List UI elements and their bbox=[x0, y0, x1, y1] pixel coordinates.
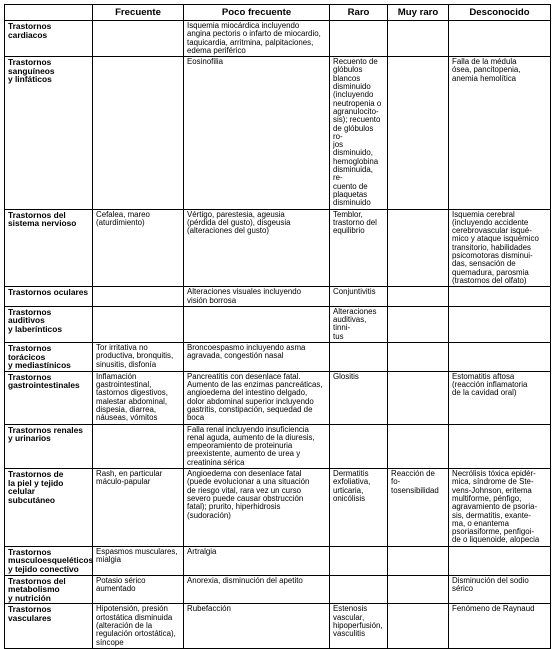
cell-text: Glositis bbox=[333, 371, 359, 381]
row-label bbox=[5, 604, 93, 648]
cell-text: Conjuntivitis bbox=[333, 287, 376, 297]
cell-poco-frecuente bbox=[184, 604, 330, 648]
cell-frecuente bbox=[93, 287, 184, 307]
row-label-text: Trastornos oculares bbox=[8, 287, 89, 298]
table-row bbox=[5, 575, 551, 604]
cell-raro bbox=[330, 575, 388, 604]
cell-muy-raro bbox=[388, 209, 449, 287]
cell-raro bbox=[330, 424, 388, 468]
cell-poco-frecuente bbox=[184, 57, 330, 209]
cell-poco-frecuente bbox=[184, 209, 330, 287]
cell-text: Artralgia bbox=[187, 546, 217, 556]
cell-text: Falla de la médula ósea, pancitopenia, anemia hemolítica bbox=[452, 57, 521, 83]
row-label bbox=[5, 424, 93, 468]
table-row bbox=[5, 546, 551, 575]
row-label-text: Trastornos del sistema nervioso bbox=[8, 209, 77, 229]
table-row bbox=[5, 342, 551, 371]
row-label bbox=[5, 371, 93, 424]
cell-text: Estomatitis aftosa (reacción inflamatoria de la cavidad oral) bbox=[452, 371, 528, 398]
cell-raro bbox=[330, 546, 388, 575]
cell-text: Broncoespasmo incluyendo asma agravada, congestión nasal bbox=[187, 342, 306, 361]
row-label-text: Trastornos cardiacos bbox=[8, 21, 52, 40]
cell-muy-raro bbox=[388, 424, 449, 468]
cell-raro bbox=[330, 57, 388, 209]
cell-text: Dermatitis exfoliativa, urticaria, onicólisis bbox=[333, 469, 371, 503]
cell-raro bbox=[330, 469, 388, 547]
cell-desconocido bbox=[449, 604, 551, 648]
header-cell-poco-frecuente: Poco frecuente bbox=[184, 5, 330, 21]
cell-text: Rash, en particular máculo-papular bbox=[96, 469, 163, 487]
row-label-text: Trastornos renales y urinarios bbox=[8, 424, 83, 444]
cell-text: Alteraciones auditivas, tinni- tus bbox=[333, 306, 377, 341]
cell-text: Angioedema con desenlace fatal (puede evolucionar a una situación de riesgo vital, rara vez un curso severo puede causar obstrucción fatal); prurito, hiperhidrosis (sudoración) bbox=[187, 469, 310, 520]
header-cell-muy-raro: Muy raro bbox=[388, 5, 449, 21]
table-row bbox=[5, 287, 551, 307]
table-body bbox=[5, 21, 551, 649]
cell-desconocido bbox=[449, 306, 551, 342]
header-cell-desconocido: Desconocido bbox=[449, 5, 551, 21]
row-label bbox=[5, 57, 93, 209]
table-row bbox=[5, 306, 551, 342]
cell-frecuente bbox=[93, 57, 184, 209]
cell-text: Reacción de fo- tosensibilidad bbox=[391, 469, 439, 495]
table-row bbox=[5, 209, 551, 287]
table-row bbox=[5, 469, 551, 547]
cell-text: Fenómeno de Raynaud bbox=[452, 604, 535, 614]
cell-text: Isquemia cerebral (incluyendo accidente cerebrovascular isqué- mico y ataque isquémico transitorio, habilidades psicomotoras disminui- das, sensación de quemadura, parosmia (trastornos del olfato) bbox=[452, 209, 539, 285]
cell-poco-frecuente bbox=[184, 342, 330, 371]
cell-muy-raro bbox=[388, 342, 449, 371]
cell-text: Isquemia miocárdica incluyendo angina pectoris o infarto de miocardio, taquicardia, arritmina, palpitaciones, edema periférico bbox=[187, 21, 321, 55]
cell-raro bbox=[330, 342, 388, 371]
row-label-text: Trastornos sanguíneos y linfáticos bbox=[8, 57, 55, 85]
row-label-text: Trastornos torácicos y mediastínicos bbox=[8, 342, 71, 371]
adverse-reactions-table bbox=[4, 4, 551, 649]
cell-muy-raro bbox=[388, 21, 449, 57]
cell-text: Potasio sérico aumentado bbox=[96, 575, 146, 593]
row-label bbox=[5, 21, 93, 57]
cell-text: Falla renal incluyendo insuficiencia renal aguda, aumento de la diuresis, empeoramiento de proteinuria preexistente, aumento de urea y creatinina sérica bbox=[187, 424, 315, 467]
cell-text: Espasmos musculares, mialgia bbox=[96, 546, 178, 564]
cell-raro bbox=[330, 371, 388, 424]
cell-frecuente bbox=[93, 424, 184, 468]
header-row bbox=[5, 5, 551, 21]
cell-text: Cefalea, mareo (aturdimiento) bbox=[96, 209, 150, 227]
cell-text: Estenosis vascular, hipoperfusión, vasculitis bbox=[333, 604, 383, 639]
cell-text: Vértigo, parestesia, ageusia (pérdida del gusto), disgeusia (alteraciones del gusto) bbox=[187, 209, 291, 236]
cell-frecuente bbox=[93, 209, 184, 287]
row-label bbox=[5, 306, 93, 342]
cell-frecuente bbox=[93, 306, 184, 342]
row-label bbox=[5, 287, 93, 307]
cell-frecuente bbox=[93, 371, 184, 424]
row-label-text: Trastornos del metabolismo y nutrición bbox=[8, 575, 66, 603]
cell-desconocido bbox=[449, 424, 551, 468]
cell-text: Anorexia, disminución del apetito bbox=[187, 575, 303, 585]
cell-frecuente bbox=[93, 546, 184, 575]
cell-poco-frecuente bbox=[184, 575, 330, 604]
table-row bbox=[5, 371, 551, 424]
cell-raro bbox=[330, 306, 388, 342]
cell-desconocido bbox=[449, 287, 551, 307]
cell-desconocido bbox=[449, 57, 551, 209]
table-header bbox=[5, 5, 551, 21]
cell-desconocido bbox=[449, 575, 551, 604]
row-label bbox=[5, 209, 93, 287]
cell-desconocido bbox=[449, 209, 551, 287]
cell-desconocido bbox=[449, 21, 551, 57]
cell-text: Pancreatitis con desenlace fatal. Aumento de las enzimas pancreáticas, angioedema del intestino delgado, dolor abdominal superior incluyendo gastritis, constipación, sequedad de boca bbox=[187, 371, 323, 423]
cell-muy-raro bbox=[388, 287, 449, 307]
cell-text: Necrólisis tóxica epidér- mica, síndrome de Ste- vens-Johnson, eritema multiforme, pénfigo, agravamiento de psoria- sis, dermatitis, exante- ma, o enantema psoriasiforme, penfigoi- de o liquenoide, alopecia bbox=[452, 469, 540, 545]
cell-text: Eosinofilia bbox=[187, 57, 223, 67]
cell-text: Rubefacción bbox=[187, 604, 231, 614]
cell-text: Alteraciones visuales incluyendo visión borrosa bbox=[187, 287, 302, 305]
cell-poco-frecuente bbox=[184, 371, 330, 424]
cell-raro bbox=[330, 209, 388, 287]
cell-poco-frecuente bbox=[184, 546, 330, 575]
row-label bbox=[5, 469, 93, 547]
row-label-text: Trastornos auditivos y laberínticos bbox=[8, 306, 62, 334]
cell-desconocido bbox=[449, 342, 551, 371]
row-label-text: Trastornos vasculares bbox=[8, 604, 52, 624]
cell-muy-raro bbox=[388, 469, 449, 547]
cell-text: Tor irritativa no productiva, bronquitis, sinusitis, disfonía bbox=[96, 342, 174, 369]
header-cell-frecuente: Frecuente bbox=[93, 5, 184, 21]
table-row bbox=[5, 604, 551, 648]
row-label-text: Trastornos gastrointestinales bbox=[8, 371, 80, 391]
row-label bbox=[5, 546, 93, 575]
table-row bbox=[5, 57, 551, 209]
cell-poco-frecuente bbox=[184, 287, 330, 307]
cell-muy-raro bbox=[388, 57, 449, 209]
cell-raro bbox=[330, 21, 388, 57]
row-label bbox=[5, 575, 93, 604]
cell-frecuente bbox=[93, 575, 184, 604]
cell-text: Disminución del sodio sérico bbox=[452, 575, 529, 593]
cell-text: Inflamación gastrointestinal, tastornos digestivos, malestar abdominal, dispesia, diarrea, náuseas, vómitos bbox=[96, 371, 168, 423]
cell-text: Recuento de glóbulos blancos disminuido (incluyendo neutropenia o agranulocito- sis); recuento de glóbulos ro- jos disminuido, hemoglobina disminuida, re- cuento de plaquetas disminuido bbox=[333, 57, 382, 208]
cell-muy-raro bbox=[388, 306, 449, 342]
row-label-text: Trastornos de la piel y tejido celular subcutáneo bbox=[8, 469, 64, 505]
cell-poco-frecuente bbox=[184, 306, 330, 342]
cell-poco-frecuente bbox=[184, 21, 330, 57]
cell-frecuente bbox=[93, 604, 184, 648]
header-cell-organ bbox=[5, 5, 93, 21]
cell-poco-frecuente bbox=[184, 469, 330, 547]
cell-frecuente bbox=[93, 342, 184, 371]
cell-muy-raro bbox=[388, 546, 449, 575]
row-label bbox=[5, 342, 93, 371]
cell-text: Hipotensión, presión ortostática disminuida (alteración de la regulación ortostática), síncope bbox=[96, 604, 176, 647]
cell-raro bbox=[330, 604, 388, 648]
cell-raro bbox=[330, 287, 388, 307]
cell-poco-frecuente bbox=[184, 424, 330, 468]
table-row bbox=[5, 424, 551, 468]
header-cell-raro: Raro bbox=[330, 5, 388, 21]
cell-muy-raro bbox=[388, 575, 449, 604]
cell-muy-raro bbox=[388, 604, 449, 648]
cell-frecuente bbox=[93, 21, 184, 57]
cell-frecuente bbox=[93, 469, 184, 547]
cell-text: Temblor, trastorno del equilibrio bbox=[333, 209, 377, 236]
cell-desconocido bbox=[449, 469, 551, 547]
cell-desconocido bbox=[449, 546, 551, 575]
cell-muy-raro bbox=[388, 371, 449, 424]
row-label-text: Trastornos musculoesqueléticos y tejido conectivo bbox=[8, 546, 94, 574]
table-row bbox=[5, 21, 551, 57]
cell-desconocido bbox=[449, 371, 551, 424]
